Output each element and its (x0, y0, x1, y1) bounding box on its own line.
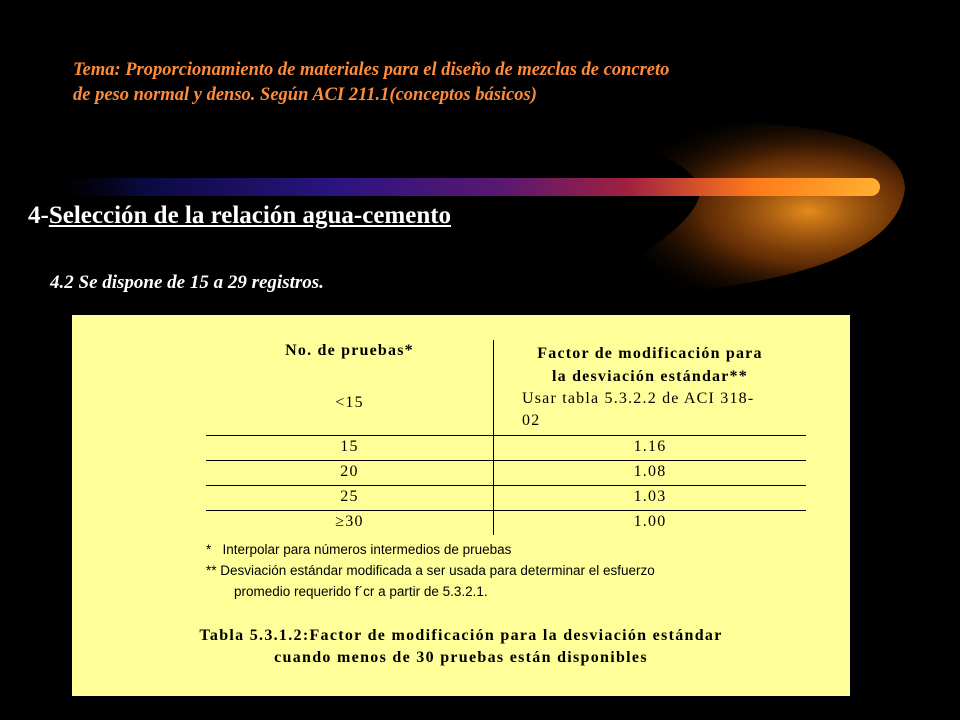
caption-line-2: cuando menos de 30 pruebas están disponibles (274, 649, 648, 666)
topic-text (73, 58, 893, 108)
col-header-factor (494, 342, 806, 388)
table-caption (72, 625, 850, 669)
cell-use-table-line-2: 02 (522, 412, 541, 429)
table-row (206, 461, 806, 486)
cell-less-than-15: <15 (335, 394, 364, 411)
cell-factor: 1.16 (633, 438, 667, 455)
table-header-row (206, 338, 806, 436)
cell-factor: 1.03 (633, 488, 667, 505)
table-row (206, 511, 806, 535)
cell-factor: 1.00 (633, 513, 667, 530)
modification-factor-table (206, 338, 806, 535)
swoosh-shape (560, 122, 905, 300)
topic-line-2: de peso normal y denso. Según ACI 211.1(conceptos básicos) (73, 85, 537, 105)
section-title: Selección de la relación agua-cemento (48, 202, 452, 229)
gradient-bar (40, 178, 880, 196)
subsection-heading: 4.2 Se dispone de 15 a 29 registros. (50, 272, 324, 293)
table-notes (206, 539, 826, 602)
cell-tests: 15 (340, 438, 359, 455)
caption-line-1: Tabla 5.3.1.2:Factor de modificación para la desviación estándar (199, 627, 723, 644)
note-modified-deviation: ** Desviación estándar modificada a ser usada para determinar el esfuerzo (206, 563, 655, 578)
cell-factor: 1.08 (633, 463, 667, 480)
table-row (206, 436, 806, 461)
col-header-factor-line-2: la desviación estándar** (552, 368, 748, 385)
cell-tests: 25 (340, 488, 359, 505)
table-panel (72, 315, 850, 696)
note-modified-deviation-cont: promedio requerido f´cr a partir de 5.3.2.1. (234, 584, 488, 599)
section-number: 4- (28, 202, 49, 229)
cell-tests: ≥30 (335, 513, 364, 530)
col-header-factor-line-1: Factor de modificación para (537, 345, 763, 362)
note-interpolate: * Interpolar para números intermedios de pruebas (206, 542, 512, 557)
table-row (206, 486, 806, 511)
cell-tests: 20 (340, 463, 359, 480)
cell-use-table-line-1: Usar tabla 5.3.2.2 de ACI 318- (522, 390, 755, 407)
topic-line-1: Tema: Proporcionamiento de materiales para el diseño de mezclas de concreto (73, 60, 670, 80)
section-heading (28, 202, 451, 230)
col-header-tests: No. de pruebas* (285, 342, 414, 359)
cell-use-table (494, 388, 806, 432)
